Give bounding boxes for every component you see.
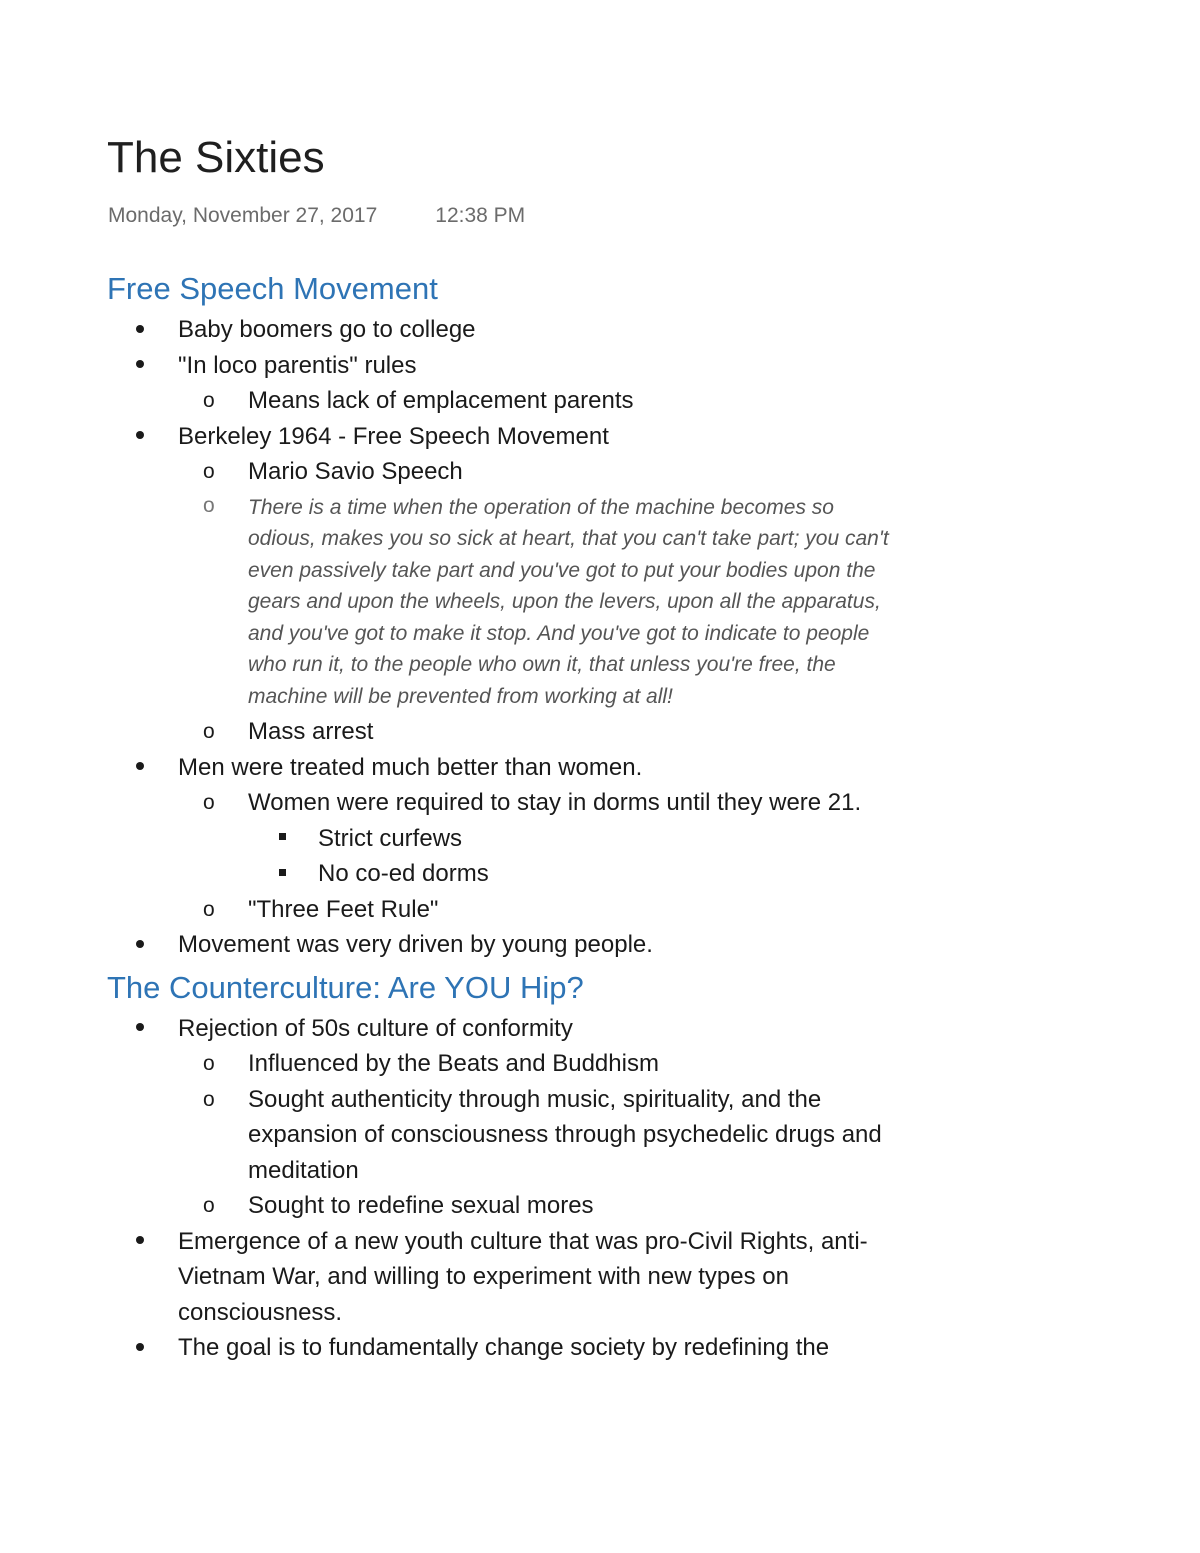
list-item-text: Emergence of a new youth culture that was pro-Civil Rights, anti-Vietnam War, and willing to experiment with new types on consciousness. (178, 1227, 868, 1326)
list-item-text: Rejection of 50s culture of conformity (178, 1014, 573, 1042)
list-item (0, 383, 1200, 419)
hollow-bullet-icon: o (203, 1052, 215, 1075)
list-item-text: Means lack of emplacement parents (248, 387, 634, 414)
hollow-bullet-icon: o (203, 897, 215, 921)
list-item (0, 1046, 1200, 1082)
note-time: 12:38 PM (435, 204, 526, 227)
list-item (0, 490, 1200, 715)
bullet-icon (136, 750, 144, 786)
list-item-text: The goal is to fundamentally change society by redefining the (178, 1334, 830, 1361)
list-item-text: Mario Savio Speech (248, 458, 463, 485)
list-item-text: Men were treated much better than women. (178, 753, 643, 781)
bullet-icon (136, 1011, 144, 1047)
list-item-text: Movement was very driven by young people. (178, 931, 653, 958)
square-bullet-icon (279, 821, 286, 857)
list-item-text: No co-ed dorms (318, 860, 489, 887)
list-item (0, 714, 1200, 750)
list-item (0, 1330, 1200, 1366)
hollow-bullet-icon: o (203, 1087, 215, 1111)
list-item (0, 1082, 1200, 1189)
list-item-text: Baby boomers go to college (178, 316, 476, 343)
list-item-text: Sought to redefine sexual mores (248, 1192, 594, 1219)
bullet-icon (136, 927, 144, 963)
bullet-icon (136, 348, 144, 384)
list-item-text: "In loco parentis" rules (178, 351, 417, 379)
list-item (0, 750, 1200, 786)
note-timestamp (108, 202, 525, 230)
quote-text: There is a time when the operation of the machine becomes so odious, makes you so sick at heart, that you can't take part; you can't even passively take part and you've got to put your bodies upon the gears and upon the wheels, upon the levers, upon all the apparatus, and you've got to make it stop. And you've got to indicate to people who run it, to the people who own it, that unless you're free, the machine will be prevented from working at all! (248, 495, 889, 708)
section-heading: Free Speech Movement (107, 271, 438, 306)
list-item-text: Influenced by the Beats and Buddhism (248, 1050, 659, 1077)
list-item-text: Sought authenticity through music, spirituality, and the expansion of consciousness through psychedelic drugs and meditation (248, 1085, 882, 1184)
bullet-icon (136, 312, 144, 348)
list-item-text: Berkeley 1964 - Free Speech Movement (178, 422, 609, 450)
list-item (0, 1011, 1200, 1047)
section-heading: The Counterculture: Are YOU Hip? (107, 969, 584, 1005)
list-item (0, 785, 1200, 821)
bullet-icon (136, 419, 144, 455)
page-title: The Sixties (107, 133, 325, 182)
list-item (0, 821, 1200, 857)
list-item (0, 312, 1200, 348)
list-item (0, 892, 1200, 928)
note-body (0, 266, 1200, 1366)
hollow-bullet-icon: o (203, 791, 215, 814)
bullet-icon (136, 1330, 144, 1366)
list-item (0, 1188, 1200, 1224)
list-item (0, 1224, 1200, 1331)
list-item (0, 348, 1200, 384)
hollow-bullet-icon: o (203, 720, 215, 743)
list-item-text: Strict curfews (318, 824, 463, 852)
hollow-bullet-icon: o (203, 1194, 215, 1217)
note-date: Monday, November 27, 2017 (108, 204, 378, 227)
bullet-icon (136, 1224, 144, 1260)
hollow-bullet-icon: o (203, 460, 215, 483)
list-item-text: Women were required to stay in dorms until they were 21. (248, 789, 862, 816)
list-item (0, 454, 1200, 490)
list-item (0, 856, 1200, 892)
list-item (0, 419, 1200, 455)
square-bullet-icon (279, 856, 286, 892)
list-item (0, 927, 1200, 963)
list-item-text: "Three Feet Rule" (248, 895, 439, 923)
hollow-bullet-icon: o (203, 493, 215, 517)
hollow-bullet-icon: o (203, 389, 215, 412)
list-item-text: Mass arrest (248, 718, 374, 745)
